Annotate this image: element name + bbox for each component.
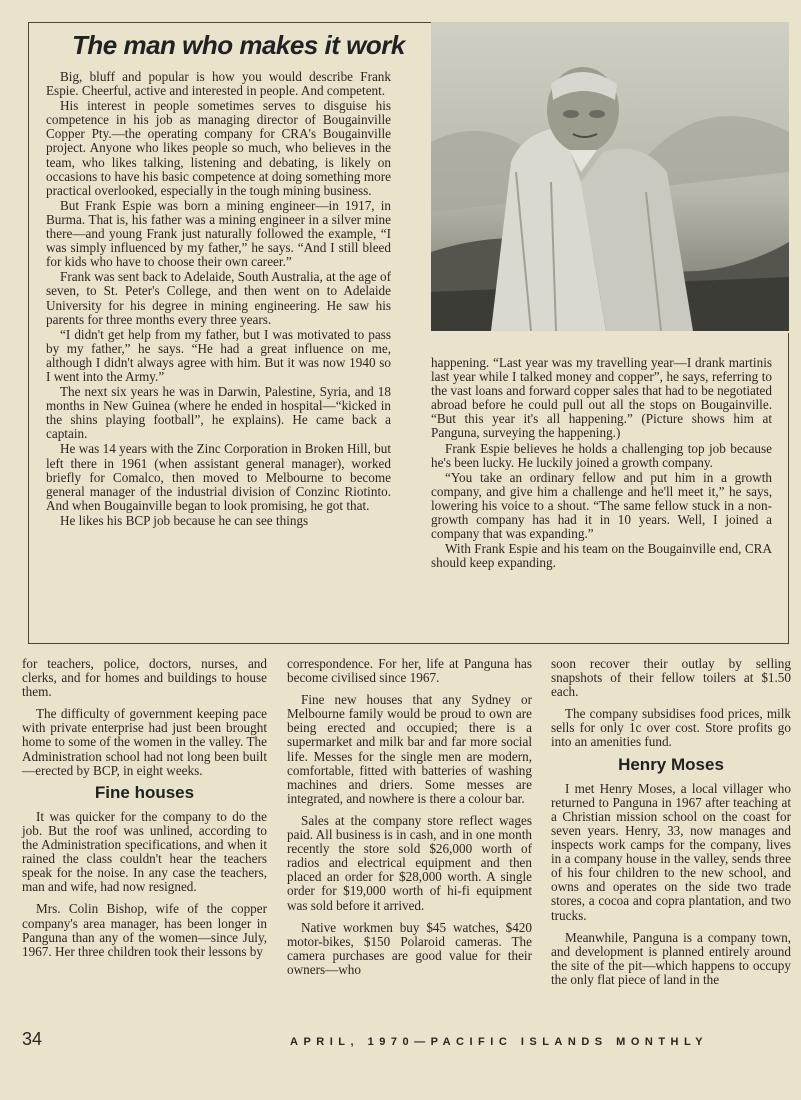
- intro-column-left: [46, 70, 391, 528]
- paragraph: correspondence. For her, life at Panguna has become civilised since 1967.: [287, 656, 532, 686]
- paragraph: The company subsidises food prices, milk sells for only 1c over cost. Store profits go into an amenities fund.: [551, 706, 791, 750]
- paragraph: He likes his BCP job because he can see things: [60, 512, 309, 528]
- paragraph: “You take an ordinary fellow and put him in a growth company, and give him a challenge and he'll meet it,” he says, lowering his voice to a shout. “The same fellow stuck in a non-growth company has had it in 10 years. Well, I joined a company that was expanding.”: [431, 469, 772, 542]
- paragraph: Mrs. Colin Bishop, wife of the copper company's area manager, has been longer in Panguna than any of the women—since July, 1967. Her three children took their lessons by: [22, 901, 267, 959]
- paragraph: It was quicker for the company to do the job. But the roof was unlined, according to the Administration specifications, and when it rained the class couldn't hear the teachers speak for the noise. In any case the teachers, man and wife, had now resigned.: [22, 808, 267, 895]
- paragraph: Meanwhile, Panguna is a company town, and development is planned entirely around the site of the pit—which happens to occupy the only flat piece of land in the: [551, 929, 791, 987]
- paragraph: Big, bluff and popular is how you would describe Frank Espie. Cheerful, active and interested in people. And competent.: [46, 69, 391, 99]
- paragraph: Native workmen buy $45 watches, $420 motor-bikes, $150 Polaroid cameras. The camera purchases are good value for their owners—who: [287, 919, 532, 977]
- paragraph: I met Henry Moses, a local villager who returned to Panguna in 1967 after teaching at a Christian mission school on the coast for seven years. Henry, 33, now manages and inspects work camps for the company, lives in a company house in the valley, sends three of his four children to the new school, and owns and operates on the side two trade stores, a cocoa and copra plantation, and two trucks.: [551, 780, 791, 923]
- paragraph: Fine new houses that any Sydney or Melbourne family would be proud to own are being erected and occupied; there is a supermarket and milk bar and far more social life. Messes for the single men are modern, comfortable, fitted with batteries of washing machines and driers. Some messes are integrated, and nowhere is there a colour bar.: [287, 692, 532, 806]
- paragraph: soon recover their outlay by selling snapshots of their fellow toilers at $1.50 each.: [551, 656, 791, 700]
- paragraph: Frank was sent back to Adelaide, South Australia, at the age of seven, to St. Peter's College, and then went on to Adelaide University for his degree in mining engineering. He saw his parents for three months every three years.: [46, 269, 391, 327]
- intro-column-right: [431, 356, 772, 570]
- paragraph: He was 14 years with the Zinc Corporation in Broken Hill, but left there in 1961 (when assistant general manager), worked briefly for Comalco, then moved to Melbourne to become general manager of the industrial division of Conzinc Riotinto. And when Bougainville began to look promising, he got that.: [46, 441, 391, 513]
- paragraph: The next six years he was in Darwin, Palestine, Syria, and 18 months in New Guinea (where he ended in hospital—“kicked in the shins playing football”, he explains). He came back a captain.: [46, 384, 391, 442]
- body-column-2: [287, 657, 532, 977]
- subheading-fine-houses: Fine houses: [94, 782, 195, 802]
- page-number: 34: [22, 1029, 43, 1049]
- body-column-3: [551, 657, 791, 987]
- paragraph: Sales at the company store reflect wages paid. All business is in cash, and in one month recently the store sold $26,000 worth of radios and electrical equipment and then placed an order for $28,000 worth. A single order for $19,000 worth of hi-fi equipment was sold before it arrived.: [287, 812, 532, 913]
- paragraph: “I didn't get help from my father, but I was motivated to pass by my father,” he says. “He had a great influence on me, although I didn't always agree with him. But it was now 1940 so I went into the Army.”: [46, 326, 391, 384]
- portrait-photo: [431, 22, 789, 331]
- paragraph: With Frank Espie and his team on the Bougainville end, CRA should keep expanding.: [431, 541, 772, 571]
- paragraph: Frank Espie believes he holds a challenging top job because he's been lucky. He luckily joined a growth company.: [431, 440, 772, 470]
- paragraph: The difficulty of government keeping pace with private enterprise had just been brought home to some of the women in the valley. The Administration school had not long been built—erected by BCP, in eight weeks.: [22, 706, 267, 778]
- paragraph: happening. “Last year was my travelling year—I drank martinis last year while I talked money and copper”, he says, referring to the vast loans and forward copper sales that had to be negotiated abroad before he could pull out all the stops on Bougainville. “But this year it's all happening.” (Picture shows him at Panguna, surveying the happening.): [431, 355, 772, 441]
- paragraph: But Frank Espie was born a mining engineer—in 1917, in Burma. That is, his father was a mining engineer in a silver mine there—and young Frank just naturally followed the example, “I was simply influenced by my father,” he says. “And I still bleed for kids who have to choose their own career.”: [46, 197, 391, 270]
- subheading-henry-moses: Henry Moses: [618, 754, 724, 774]
- headline: The man who makes it work: [72, 30, 405, 60]
- paragraph: His interest in people sometimes serves to disguise his competence in his job as managing director of Bougainville Copper Pty.—the operating company for CRA's Bougainville project. Anyone who likes people so much, who believes in the team, who likes talking, listening and debating, is likely on occasions to have his basic competence at doing something more practical overlooked, especially in the tough mining business.: [46, 98, 391, 198]
- paragraph: for teachers, police, doctors, nurses, and clerks, and for homes and buildings to house them.: [22, 656, 267, 700]
- page-footer: [22, 1029, 792, 1053]
- running-title: APRIL, 1970—PACIFIC ISLANDS MONTHLY: [290, 1036, 709, 1048]
- body-column-1: [22, 657, 267, 959]
